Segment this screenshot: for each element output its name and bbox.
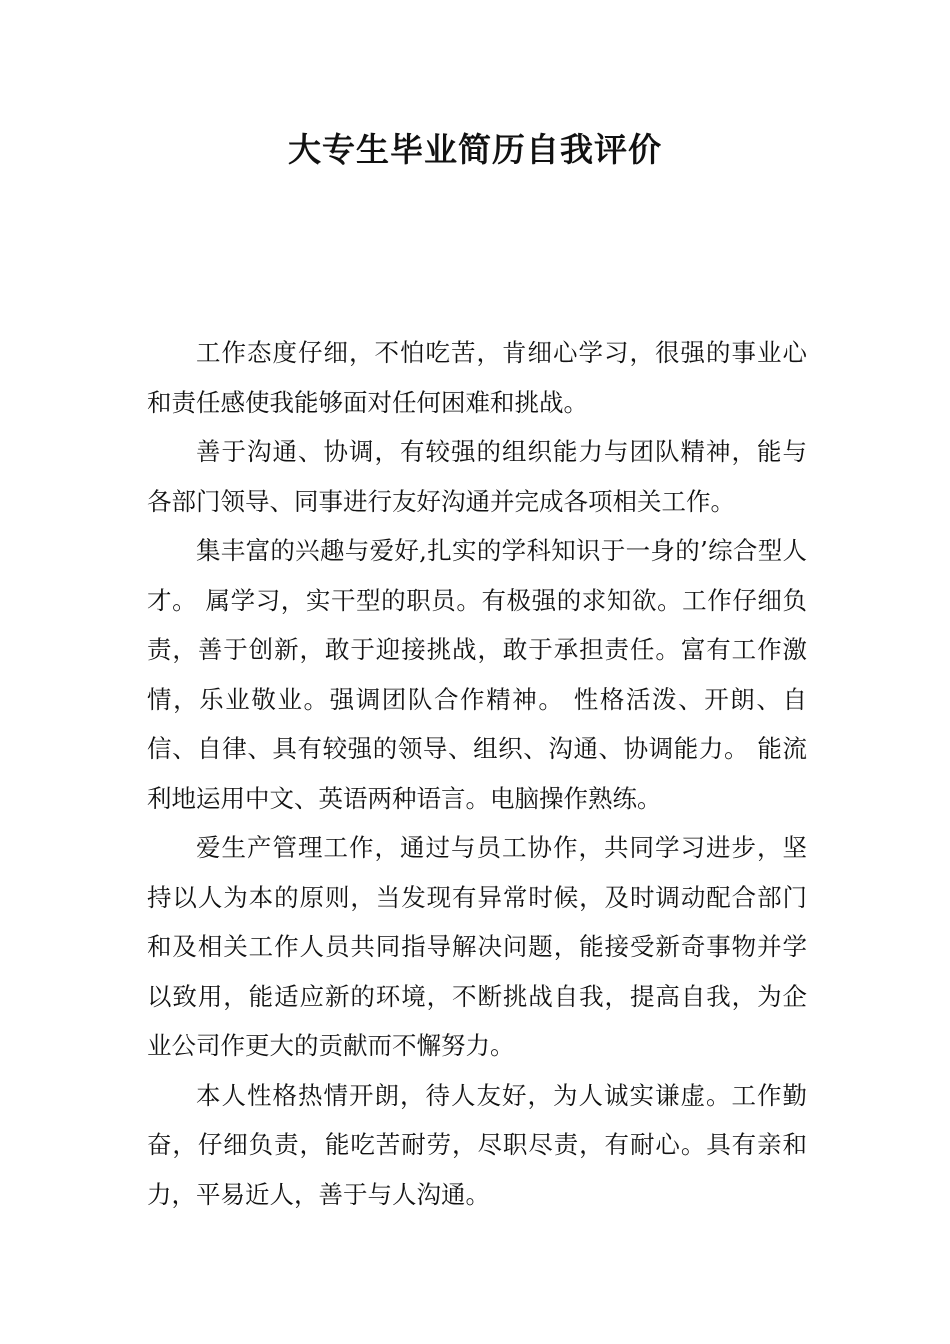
paragraph-work-attitude: 工作态度仔细，不怕吃苦，肯细心学习，很强的事业心和责任感使我能够面对任何困难和挑战。	[147, 338, 807, 417]
document-body	[147, 328, 807, 1219]
paragraph-communication: 善于沟通、协调，有较强的组织能力与团队精神，能与各部门领导、同事进行友好沟通并完成各项相关工作。	[147, 437, 807, 516]
paragraph-personality: 本人性格热情开朗，待人友好，为人诚实谦虚。工作勤奋，仔细负责，能吃苦耐劳，尽职尽责，有耐心。具有亲和力，平易近人，善于与人沟通。	[147, 1080, 807, 1209]
document-title: 大专生毕业简历自我评价	[288, 130, 662, 169]
paragraph-interests-skills: 集丰富的兴趣与爱好,扎实的学科知识于一身的’综合型人才。 属学习，实干型的职员。有极强的求知欲。工作仔细负责，善于创新，敢于迎接挑战，敢于承担责任。富有工作激情，乐业敬业。强调团队合作精神。 性格活泼、开朗、自信、自律、具有较强的领导、组织、沟通、协调能力。 能流利地运用中文、英语两种语言。电脑操作熟练。	[147, 536, 807, 813]
paragraph-production-management: 爱生产管理工作，通过与员工协作，共同学习进步，坚持以人为本的原则，当发现有异常时候，及时调动配合部门和及相关工作人员共同指导解决问题，能接受新奇事物并学以致用，能适应新的环境，不断挑战自我，提高自我，为企业公司作更大的贡献而不懈努力。	[147, 833, 807, 1060]
